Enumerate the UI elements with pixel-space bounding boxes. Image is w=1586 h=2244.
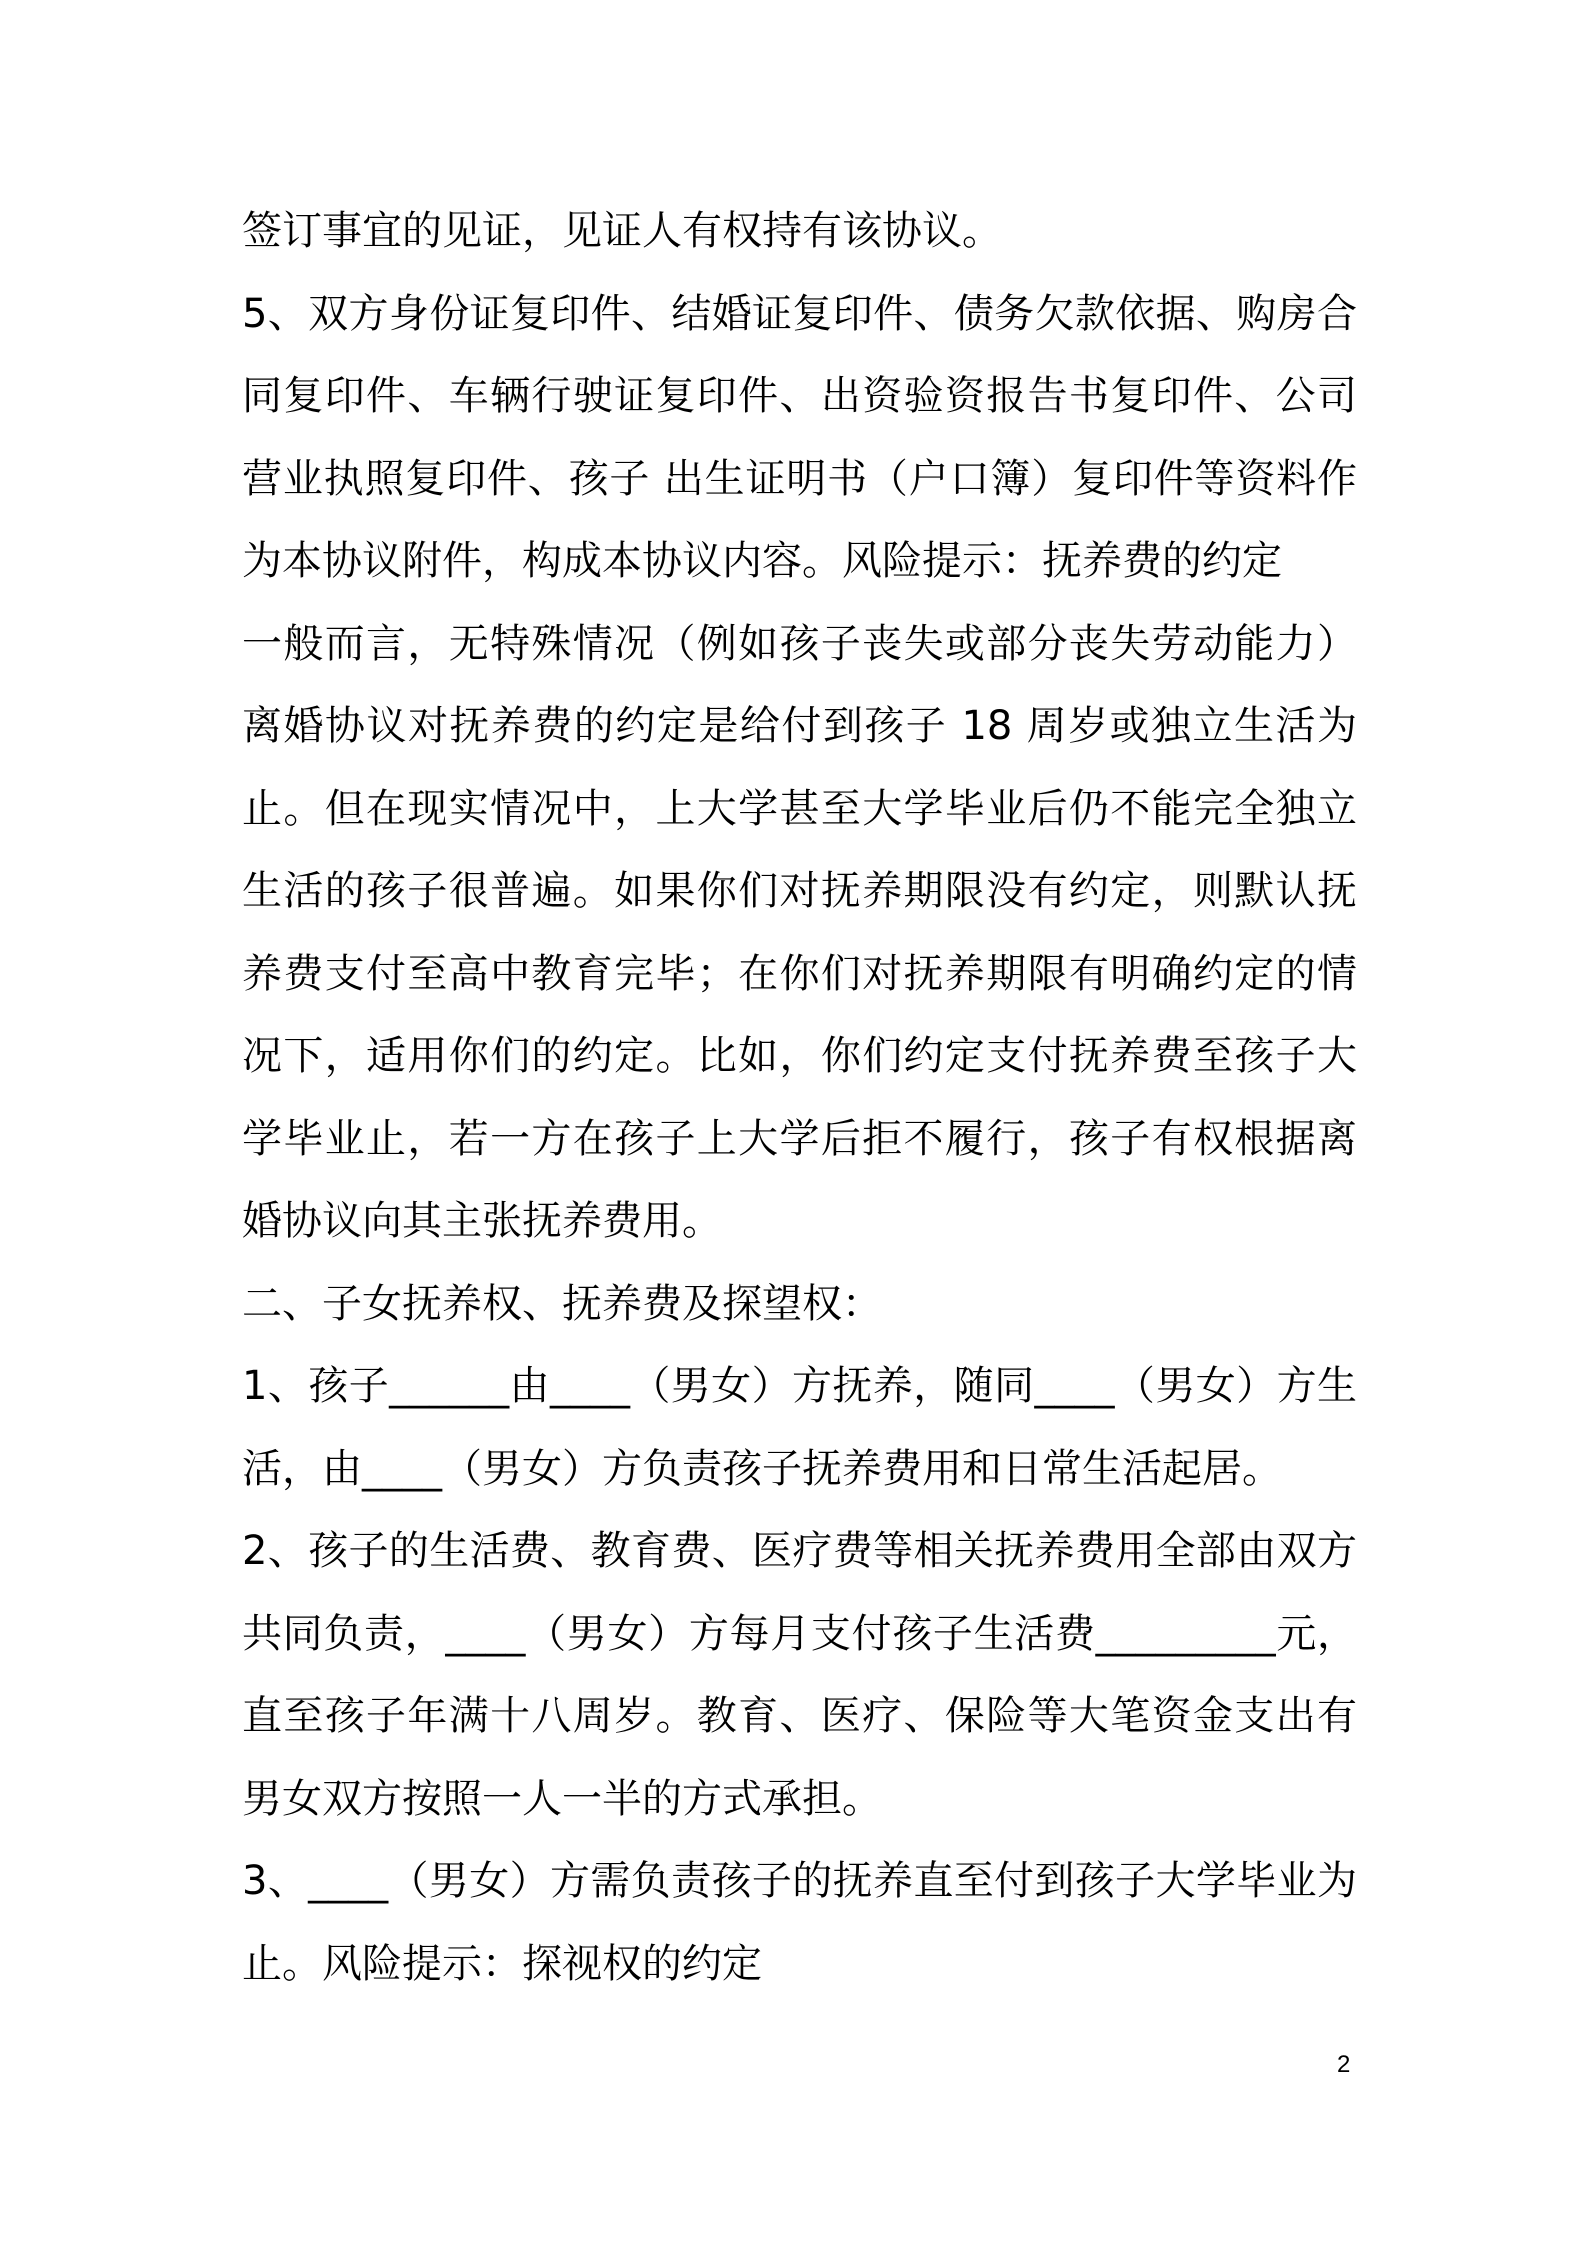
document-body bbox=[242, 190, 1357, 2005]
clause-custody-1: 1、孩子______由____（男女）方抚养，随同____（男女）方生活，由____（男女）方负责孩子抚养费用和日常生活起居。 bbox=[242, 1363, 1357, 1492]
page-number: 2 bbox=[1337, 2051, 1351, 2078]
clause-support-duration-3: 3、____（男女）方需负责孩子的抚养直至付到孩子大学毕业为止。风险提示：探视权的约定 bbox=[242, 1858, 1357, 1987]
clause-support-fee-2: 2、孩子的生活费、教育费、医疗费等相关抚养费用全部由双方共同负责，____（男女）方每月支付孩子生活费_________元，直至孩子年满十八周岁。教育、医疗、保险等大笔资金支出有男女双方按照一人一半的方式承担。 bbox=[242, 1528, 1357, 1822]
paragraph-witness-continuation: 签订事宜的见证，见证人有权持有该协议。 bbox=[242, 208, 1002, 254]
section-heading-custody: 二、子女抚养权、抚养费及探望权： bbox=[242, 1280, 882, 1327]
paragraph-support-fee-explanation: 一般而言，无特殊情况（例如孩子丧失或部分丧失劳动能力）离婚协议对抚养费的约定是给付到孩子 18 周岁或独立生活为止。但在现实情况中，上大学甚至大学毕业后仍不能完全独立生活的孩子很普遍。如果你们对抚养期限没有约定，则默认抚养费支付至高中教育完毕；在你们对抚养期限有明确约定的情况下，适用你们的约定。比如，你们约定支付抚养费至孩子大学毕业止，若一方在孩子上大学后拒不履行，孩子有权根据离婚协议向其主张抚养费用。 bbox=[242, 620, 1357, 1244]
paragraph-attachments: 5、双方身份证复印件、结婚证复印件、债务欠款依据、购房合同复印件、车辆行驶证复印件、出资验资报告书复印件、公司营业执照复印件、孩子 出生证明书（户口簿）复印件等资料作为本协议附件，构成本协议内容。风险提示：抚养费的约定 bbox=[242, 290, 1357, 584]
